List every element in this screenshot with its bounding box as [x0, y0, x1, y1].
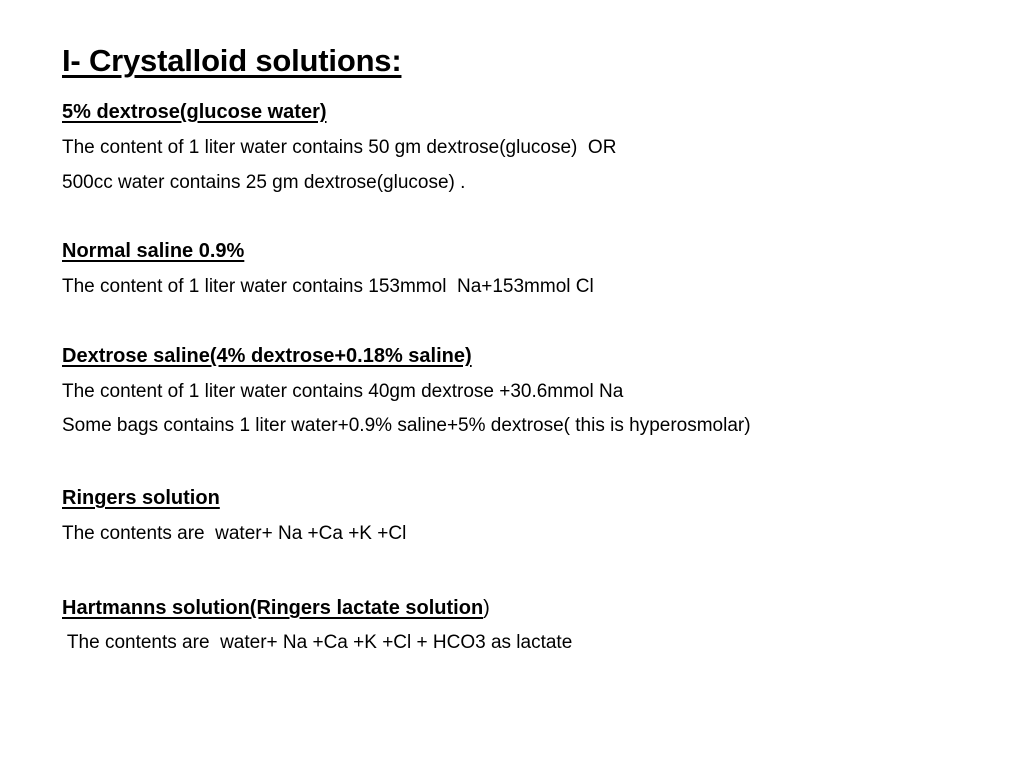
section-heading-dextrose-saline: Dextrose saline(4% dextrose+0.18% saline): [62, 345, 472, 367]
section-line: Some bags contains 1 liter water+0.9% saline+5% dextrose( this is hyperosmolar): [62, 415, 751, 436]
section-heading-hartmanns: [62, 597, 490, 620]
slide-title: I- Crystalloid solutions:: [62, 43, 402, 78]
section-heading-hartmanns-trail: ): [483, 597, 490, 619]
section-line: The content of 1 liter water contains 153mmol Na+153mmol Cl: [62, 276, 594, 297]
slide: [62, 0, 1002, 768]
section-heading-hartmanns-text: Hartmanns solution(Ringers lactate solution: [62, 597, 484, 619]
section-line: The content of 1 liter water contains 50 gm dextrose(glucose) OR: [62, 137, 617, 158]
section-line: The content of 1 liter water contains 40gm dextrose +30.6mmol Na: [62, 381, 624, 402]
section-line: 500cc water contains 25 gm dextrose(glucose) .: [62, 172, 466, 193]
section-line: The contents are water+ Na +Ca +K +Cl + HCO3 as lactate: [62, 632, 573, 653]
section-line: The contents are water+ Na +Ca +K +Cl: [62, 523, 407, 544]
section-heading-normal-saline: Normal saline 0.9%: [62, 240, 245, 262]
section-heading-dextrose-5: 5% dextrose(glucose water): [62, 101, 327, 123]
section-heading-ringers: Ringers solution: [62, 487, 220, 509]
